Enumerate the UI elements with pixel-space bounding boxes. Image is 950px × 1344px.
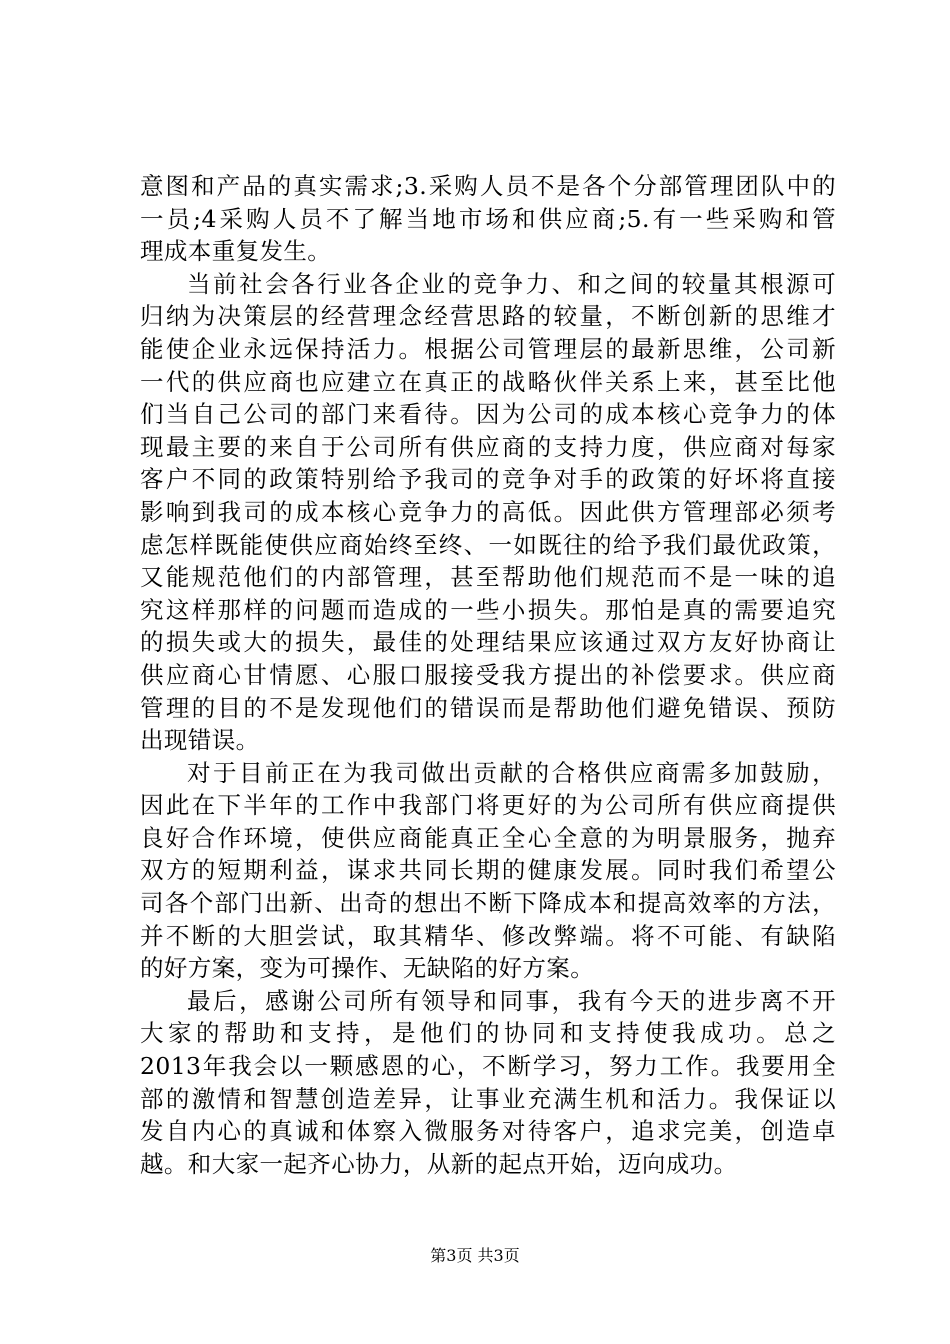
text-line: 司各个部门出新、出奇的想出不断下降成本和提高效率的方法， bbox=[140, 889, 836, 918]
text-line: 归纳为决策层的经营理念经营思路的较量，不断创新的思维才 bbox=[140, 302, 836, 331]
text-line: 能使企业永远保持活力。根据公司管理层的最新思维，公司新 bbox=[140, 334, 836, 363]
text-line: 良好合作环境，使供应商能真正全心全意的为明景服务，抛弃 bbox=[140, 823, 836, 852]
text-line: 越。和大家一起齐心协力，从新的起点开始，迈向成功。 bbox=[140, 1149, 738, 1178]
text-line: 们当自己公司的部门来看待。因为公司的成本核心竞争力的体 bbox=[140, 400, 836, 429]
text-line: 的损失或大的损失，最佳的处理结果应该通过双方友好协商让 bbox=[140, 628, 836, 657]
body-text bbox=[140, 170, 836, 1180]
text-line: 虑怎样既能使供应商始终至终、一如既往的给予我们最优政策， bbox=[140, 530, 836, 559]
text-line: 因此在下半年的工作中我部门将更好的为公司所有供应商提供 bbox=[140, 791, 836, 820]
text-line: 对于目前正在为我司做出贡献的合格供应商需多加鼓励， bbox=[187, 758, 836, 787]
text-line: 客户不同的政策特别给予我司的竞争对手的政策的好坏将直接 bbox=[140, 465, 836, 494]
text-line: 2013年我会以一颗感恩的心，不断学习，努力工作。我要用全 bbox=[140, 1052, 836, 1081]
text-line: 现最主要的来自于公司所有供应商的支持力度，供应商对每家 bbox=[140, 432, 836, 461]
text-line: 发自内心的真诚和体察入微服务对待客户，追求完美，创造卓 bbox=[140, 1117, 836, 1146]
paragraph-1 bbox=[140, 170, 836, 268]
text-line: 最后，感谢公司所有领导和同事，我有今天的进步离不开 bbox=[187, 986, 836, 1015]
text-line: 大家的帮助和支持，是他们的协同和支持使我成功。总之 bbox=[140, 1019, 836, 1048]
text-line: 又能规范他们的内部管理，甚至帮助他们规范而不是一味的追 bbox=[140, 563, 836, 592]
paragraph-3 bbox=[140, 757, 836, 985]
text-line: 影响到我司的成本核心竞争力的高低。因此供方管理部必须考 bbox=[140, 497, 836, 526]
paragraph-4 bbox=[140, 985, 836, 1181]
text-line: 供应商心甘情愿、心服口服接受我方提出的补偿要求。供应商 bbox=[140, 660, 836, 689]
page-footer: 第3页 共3页 bbox=[430, 1246, 520, 1265]
text-line: 双方的短期利益，谋求共同长期的健康发展。同时我们希望公 bbox=[140, 856, 836, 885]
text-line: 意图和产品的真实需求;3.采购人员不是各个分部管理团队中的 bbox=[140, 172, 836, 200]
text-line: 当前社会各行业各企业的竞争力、和之间的较量其根源可 bbox=[187, 269, 836, 298]
text-line: 出现错误。 bbox=[140, 726, 260, 755]
text-line: 并不断的大胆尝试，取其精华、修改弊端。将不可能、有缺陷 bbox=[140, 921, 836, 950]
paragraph-2 bbox=[140, 268, 836, 757]
text-line: 部的激情和智慧创造差异，让事业充满生机和活力。我保证以 bbox=[140, 1084, 836, 1113]
text-line: 一代的供应商也应建立在真正的战略伙伴关系上来，甚至比他 bbox=[140, 367, 836, 396]
text-line: 究这样那样的问题而造成的一些小损失。那怕是真的需要追究 bbox=[140, 595, 836, 624]
text-line: 管理的目的不是发现他们的错误而是帮助他们避免错误、预防 bbox=[140, 693, 836, 722]
text-line: 一员;4采购人员不了解当地市场和供应商;5.有一些采购和管 bbox=[140, 204, 836, 233]
text-line: 的好方案，变为可操作、无缺陷的好方案。 bbox=[140, 954, 595, 983]
text-line: 理成本重复发生。 bbox=[140, 237, 332, 266]
